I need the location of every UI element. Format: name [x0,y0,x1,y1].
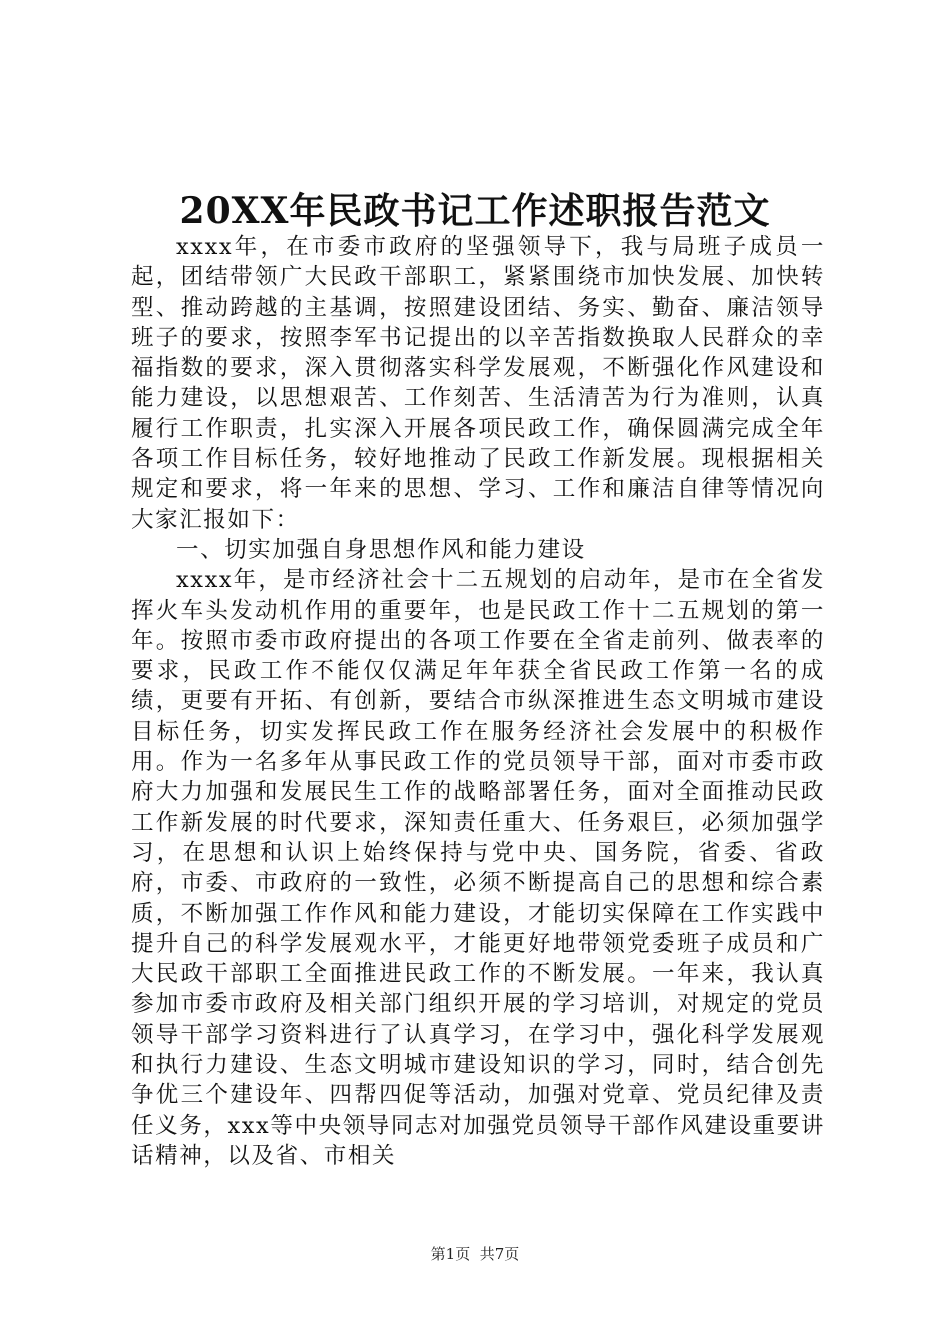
intro-paragraph: xxxx年，在市委市政府的坚强领导下，我与局班子成员一起，团结带领广大民政干部职工，紧紧围绕市加快发展、加快转型、推动跨越的主基调，按照建设团结、务实、勤奋、廉洁领导班子的要求，按照李军书记提出的以辛苦指数换取人民群众的幸福指数的要求，深入贯彻落实科学发展观，不断强化作风建设和能力建设，以思想艰苦、工作刻苦、生活清苦为行为准则，认真履行工作职责，扎实深入开展各项民政工作，确保圆满完成全年各项工作目标任务，较好地推动了民政工作新发展。现根据相关规定和要求，将一年来的思想、学习、工作和廉洁自律等情况向大家汇报如下： [131,234,825,533]
section-paragraph: xxxx年，是市经济社会十二五规划的启动年，是市在全省发挥火车头发动机作用的重要年，也是民政工作十二五规划的第一年。按照市委市政府提出的各项工作要在全省走前列、做表率的要求，民政工作不能仅仅满足年年获全省民政工作第一名的成绩，更要有开拓、有创新，要结合市纵深推进生态文明城市建设目标任务，切实发挥民政工作在服务经济社会发展中的积极作用。作为一名多年从事民政工作的党员领导干部，面对市委市政府大力加强和发展民生工作的战略部署任务，面对全面推动民政工作新发展的时代要求，深知责任重大、任务艰巨，必须加强学习，在思想和认识上始终保持与党中央、国务院，省委、省政府，市委、市政府的一致性，必须不断提高自己的思想和综合素质，不断加强工作作风和能力建设，才能切实保障在工作实践中提升自己的科学发展观水平，才能更好地带领党委班子成员和广大民政干部职工全面推进民政工作的不断发展。一年来，我认真参加市委市政府及相关部门组织开展的学习培训，对规定的党员领导干部学习资料进行了认真学习，在学习中，强化科学发展观和执行力建设、生态文明城市建设知识的学习，同时，结合创先争优三个建设年、四帮四促等活动，加强对党章、党员纪律及责任义务，xxx等中央领导同志对加强党员领导干部作风建设重要讲话精神，以及省、市相关 [131,567,825,1169]
page-number: 第1页 [430,1245,471,1263]
page-total: 共7页 [479,1245,520,1263]
page-footer [0,1244,950,1264]
document-body [131,232,825,1171]
section-heading: 一、切实加强自身思想作风和能力建设 [176,536,586,563]
document-title: 20XX年民政书记工作述职报告范文 [179,190,771,232]
